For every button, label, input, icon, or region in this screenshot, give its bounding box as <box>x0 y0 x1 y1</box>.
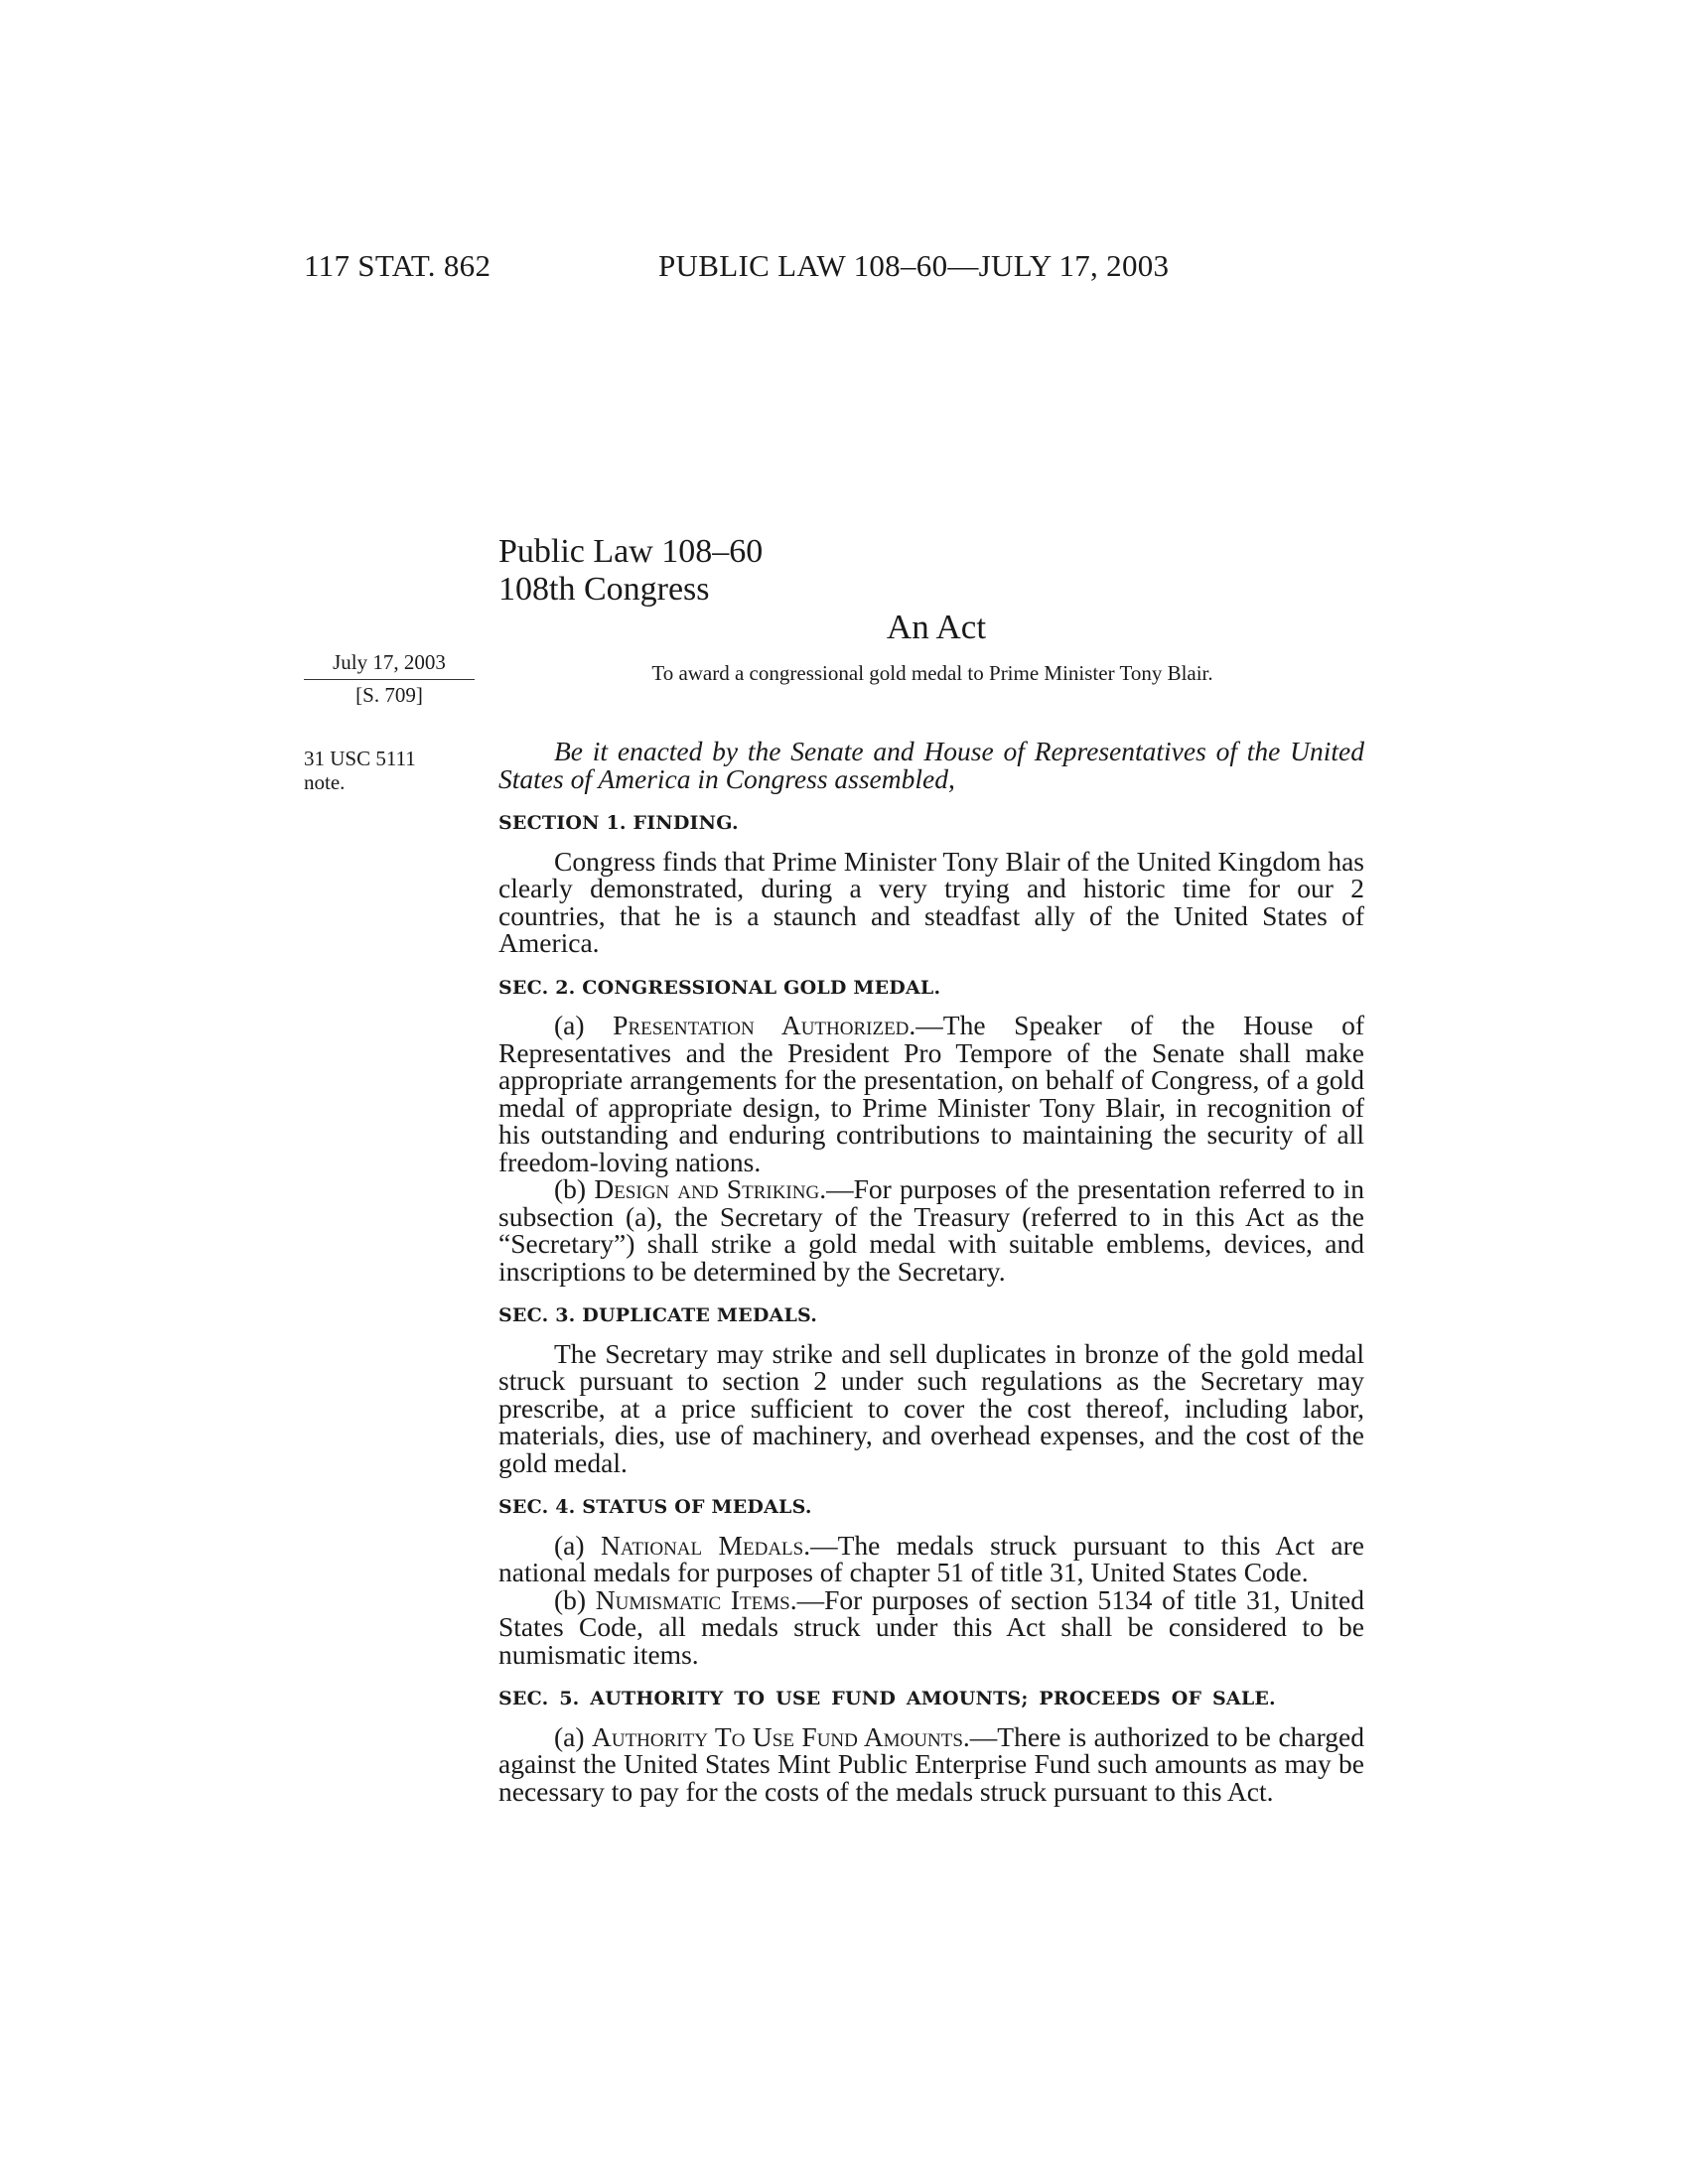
section-1-heading: SECTION 1. FINDING. <box>498 812 739 834</box>
stat-page-reference: 117 STAT. 862 <box>304 248 492 283</box>
section-4a-heading: National Medals. <box>600 1529 811 1561</box>
section-4-heading: SEC. 4. STATUS OF MEDALS. <box>498 1496 812 1518</box>
section-2b-paragraph <box>498 1175 1364 1285</box>
section-2a-label: (a) <box>554 1010 585 1040</box>
section-4a-label: (a) <box>554 1529 585 1561</box>
section-5a-label: (a) <box>554 1720 585 1752</box>
section-2b-text: —For purposes of the presentation referred to in subsection (a), the Secretary of the Treasury (referred to in this Act as the “Secretary”) shall strike a gold medal with suitable emblems, devices, and inscriptions to be determined by the Secretary. <box>498 1173 1365 1287</box>
section-2a-text: —The Speaker of the House of Representatives and the President Pro Tempore of the Senate shall make appropriate arrangements for the presentation, on behalf of Congress, of a gold medal of appropriate design, to Prime Minister Tony Blair, in recognition of his outstanding and enduring contributions to maintaining the security of all freedom-loving nations. <box>498 1010 1364 1177</box>
section-3-text: The Secretary may strike and sell duplicates in bronze of the gold medal struck pursuant to section 2 under such regulations as the Secretary may prescribe, at a price sufficient to cover the cost thereof, including labor, materials, dies, use of machinery, and overhead expenses, and the cost of the gold medal. <box>498 1337 1364 1478</box>
act-purpose: To award a congressional gold medal to Prime Minister Tony Blair. <box>651 661 1213 685</box>
section-3-heading: SEC. 3. DUPLICATE MEDALS. <box>498 1304 818 1326</box>
act-heading: An Act <box>886 608 987 646</box>
section-4a-paragraph <box>498 1529 1364 1587</box>
margin-note-bill-number: [S. 709] <box>355 683 423 707</box>
margin-note-date: July 17, 2003 <box>333 650 446 674</box>
congress-number: 108th Congress <box>498 571 710 608</box>
section-4b-heading: Numismatic Items. <box>595 1583 797 1615</box>
margin-note-divider <box>304 679 475 680</box>
section-4b-text: —For purposes of section 5134 of title 31, United States Code, all medals struck under this Act shall be considered to be numismatic items. <box>498 1583 1364 1670</box>
section-2a-heading: Presentation Authorized. <box>613 1010 916 1040</box>
section-4b-paragraph <box>498 1583 1364 1670</box>
section-2a-paragraph <box>498 1012 1364 1175</box>
section-2b-label: (b) <box>554 1173 587 1204</box>
margin-note-usc-citation: 31 USC 5111 note. <box>304 747 416 794</box>
section-5a-heading: Authority To Use Fund Amounts. <box>592 1720 970 1752</box>
section-4b-label: (b) <box>554 1583 587 1615</box>
act-body <box>498 738 1364 1805</box>
section-5-heading: SEC. 5. AUTHORITY TO USE FUND AMOUNTS; PROCEEDS OF SALE. <box>498 1688 1276 1709</box>
section-5a-text: —There is authorized to be charged against the United States Mint Public Enterprise Fund such amounts as may be necessary to pay for the costs of the medals struck pursuant to this Act. <box>498 1720 1364 1807</box>
section-2b-heading: Design and Striking. <box>594 1173 827 1204</box>
section-2-heading: SEC. 2. CONGRESSIONAL GOLD MEDAL. <box>498 976 941 999</box>
enacting-clause: Be it enacted by the Senate and House of Representatives of the United States of America in Congress assembled, <box>498 736 1364 794</box>
public-law-number: Public Law 108–60 <box>498 533 764 570</box>
running-header-title: PUBLIC LAW 108–60—JULY 17, 2003 <box>658 248 1170 283</box>
section-1-text: Congress finds that Prime Minister Tony Blair of the United Kingdom has clearly demonstrated, during a very trying and historic time for our 2 countries, that he is a staunch and steadfast ally of the United States of America. <box>498 845 1364 958</box>
section-5a-paragraph <box>498 1720 1364 1807</box>
section-4a-text: —The medals struck pursuant to this Act are national medals for purposes of chapter 51 of title 31, United States Code. <box>498 1529 1364 1587</box>
